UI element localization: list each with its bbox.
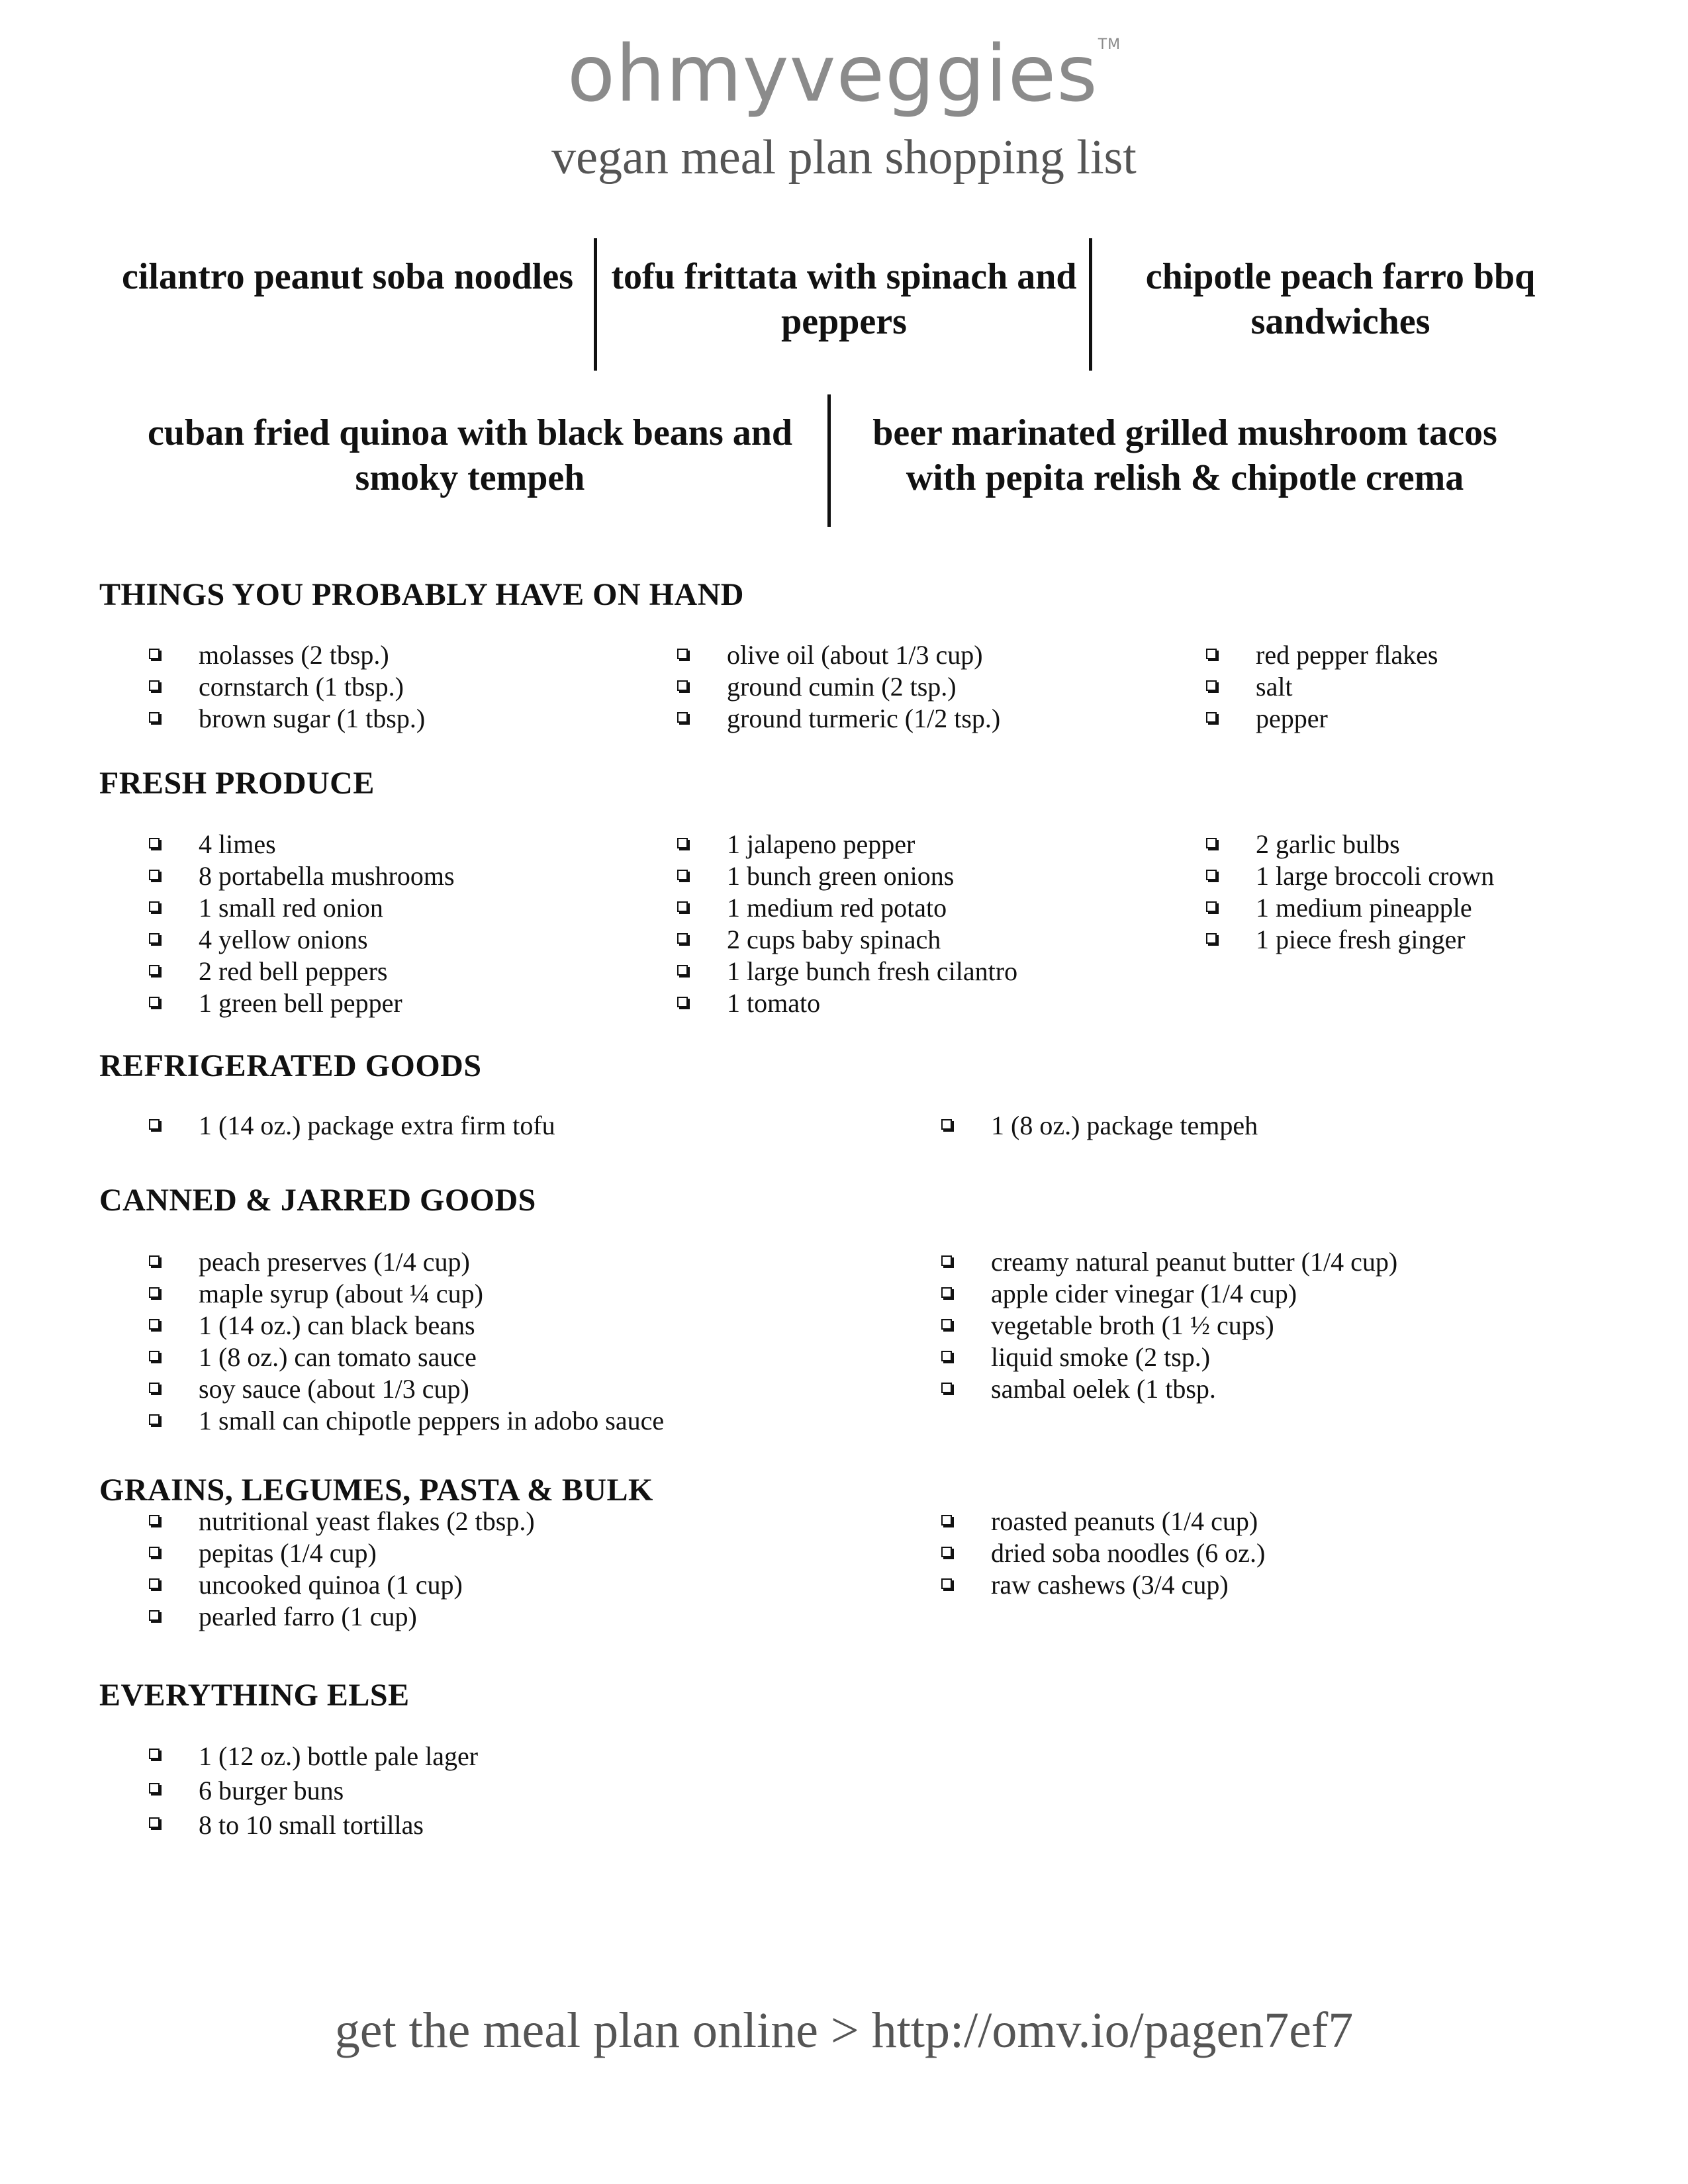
list-item bbox=[677, 671, 1000, 703]
checkbox-icon[interactable] bbox=[941, 1319, 952, 1330]
section-heading-grains: GRAINS, LEGUMES, PASTA & BULK bbox=[99, 1473, 653, 1508]
logo-trademark: TM bbox=[1098, 36, 1121, 53]
list-item bbox=[149, 703, 425, 735]
item-label: pearled farro (1 cup) bbox=[199, 1602, 417, 1631]
list-item bbox=[149, 1110, 555, 1142]
list-item bbox=[677, 924, 1017, 956]
on-hand-list-col2 bbox=[677, 639, 1000, 735]
item-label: brown sugar (1 tbsp.) bbox=[199, 704, 426, 733]
logo-text: ohmyveggies bbox=[567, 28, 1098, 119]
checkbox-icon[interactable] bbox=[677, 870, 688, 880]
item-label: raw cashews (3/4 cup) bbox=[991, 1570, 1229, 1600]
checkbox-icon[interactable] bbox=[149, 1610, 160, 1621]
refrigerated-list-col1 bbox=[149, 1110, 555, 1142]
section-heading-on-hand: THINGS YOU PROBABLY HAVE ON HAND bbox=[99, 577, 744, 612]
item-label: creamy natural peanut butter (1/4 cup) bbox=[991, 1247, 1398, 1277]
list-item bbox=[149, 1278, 664, 1310]
item-label: 1 tomato bbox=[727, 988, 821, 1018]
item-label: liquid smoke (2 tsp.) bbox=[991, 1342, 1211, 1372]
item-label: 1 (14 oz.) package extra firm tofu bbox=[199, 1111, 555, 1140]
item-label: 1 (8 oz.) can tomato sauce bbox=[199, 1342, 477, 1372]
list-item bbox=[677, 892, 1017, 924]
recipe-title-3: chipotle peach farro bbq sandwiches bbox=[1145, 256, 1536, 342]
checkbox-icon[interactable] bbox=[677, 838, 688, 848]
item-label: 1 (14 oz.) can black beans bbox=[199, 1310, 475, 1340]
item-label: 1 medium pineapple bbox=[1256, 893, 1472, 923]
list-item bbox=[149, 639, 425, 671]
item-label: 2 cups baby spinach bbox=[727, 925, 941, 954]
checkbox-icon[interactable] bbox=[1206, 838, 1217, 848]
checkbox-icon[interactable] bbox=[1206, 901, 1217, 912]
item-label: dried soba noodles (6 oz.) bbox=[991, 1538, 1266, 1568]
list-item bbox=[149, 1405, 664, 1437]
item-label: 1 small can chipotle peppers in adobo sauce bbox=[199, 1406, 665, 1435]
item-label: 1 (12 oz.) bottle pale lager bbox=[199, 1741, 479, 1771]
recipe-divider bbox=[1089, 238, 1092, 371]
recipe-title-4: cuban fried quinoa with black beans and smoky tempeh bbox=[147, 412, 793, 498]
recipe-divider bbox=[594, 238, 597, 371]
item-label: 8 to 10 small tortillas bbox=[199, 1810, 424, 1840]
item-label: 1 small red onion bbox=[199, 893, 383, 923]
list-item bbox=[941, 1278, 1397, 1310]
item-label: 6 burger buns bbox=[199, 1776, 344, 1805]
checkbox-icon[interactable] bbox=[149, 1817, 160, 1828]
checkbox-icon[interactable] bbox=[1206, 712, 1217, 723]
list-item bbox=[941, 1110, 1258, 1142]
list-item bbox=[941, 1506, 1265, 1537]
list-item bbox=[149, 1537, 535, 1569]
recipe-title-5: beer marinated grilled mushroom tacos with pepita relish & chipotle crema bbox=[872, 412, 1497, 498]
section-heading-produce: FRESH PRODUCE bbox=[99, 766, 375, 801]
item-label: nutritional yeast flakes (2 tbsp.) bbox=[199, 1506, 535, 1536]
checkbox-icon[interactable] bbox=[149, 1255, 160, 1266]
item-label: 1 (8 oz.) package tempeh bbox=[991, 1111, 1258, 1140]
list-item bbox=[677, 956, 1017, 987]
checkbox-icon[interactable] bbox=[149, 933, 160, 944]
item-label: 1 medium red potato bbox=[727, 893, 947, 923]
grains-list-col2 bbox=[941, 1506, 1265, 1601]
grains-list-col1 bbox=[149, 1506, 535, 1633]
checkbox-icon[interactable] bbox=[149, 1749, 160, 1759]
checkbox-icon[interactable] bbox=[1206, 649, 1217, 659]
checkbox-icon[interactable] bbox=[677, 649, 688, 659]
checkbox-icon[interactable] bbox=[149, 1319, 160, 1330]
item-label: 1 large broccoli crown bbox=[1256, 861, 1495, 891]
item-label: 2 garlic bulbs bbox=[1256, 829, 1400, 859]
list-item bbox=[149, 1310, 664, 1342]
checkbox-icon[interactable] bbox=[149, 901, 160, 912]
item-label: 1 piece fresh ginger bbox=[1256, 925, 1466, 954]
list-item bbox=[149, 924, 455, 956]
list-item bbox=[1206, 892, 1494, 924]
list-item bbox=[677, 639, 1000, 671]
recipe-title-1: cilantro peanut soba noodles bbox=[122, 256, 573, 297]
checkbox-icon[interactable] bbox=[941, 1515, 952, 1525]
recipe-row-1 bbox=[99, 254, 1589, 387]
item-label: 8 portabella mushrooms bbox=[199, 861, 455, 891]
checkbox-icon[interactable] bbox=[149, 870, 160, 880]
brand-logo bbox=[0, 28, 1688, 119]
list-item bbox=[149, 987, 455, 1019]
item-label: 1 green bell pepper bbox=[199, 988, 402, 1018]
list-item bbox=[149, 1342, 664, 1373]
list-item bbox=[677, 829, 1017, 860]
list-item bbox=[941, 1537, 1265, 1569]
on-hand-list-col3 bbox=[1206, 639, 1438, 735]
checkbox-icon[interactable] bbox=[149, 1783, 160, 1794]
checkbox-icon[interactable] bbox=[941, 1351, 952, 1361]
checkbox-icon[interactable] bbox=[149, 1383, 160, 1393]
item-label: red pepper flakes bbox=[1256, 640, 1438, 670]
checkbox-icon[interactable] bbox=[149, 1578, 160, 1589]
item-label: molasses (2 tbsp.) bbox=[199, 640, 389, 670]
item-label: 4 yellow onions bbox=[199, 925, 368, 954]
list-item bbox=[149, 1569, 535, 1601]
checkbox-icon[interactable] bbox=[677, 997, 688, 1007]
section-heading-refrigerated: REFRIGERATED GOODS bbox=[99, 1048, 482, 1083]
checkbox-icon[interactable] bbox=[149, 1119, 160, 1130]
list-item bbox=[1206, 671, 1438, 703]
produce-list-col1 bbox=[149, 829, 455, 1019]
list-item bbox=[941, 1569, 1265, 1601]
on-hand-list-col1 bbox=[149, 639, 425, 735]
checkbox-icon[interactable] bbox=[941, 1383, 952, 1393]
list-item bbox=[941, 1310, 1397, 1342]
list-item bbox=[677, 703, 1000, 735]
recipe-title-2: tofu frittata with spinach and peppers bbox=[611, 256, 1077, 342]
checkbox-icon[interactable] bbox=[941, 1547, 952, 1557]
checkbox-icon[interactable] bbox=[1206, 933, 1217, 944]
page-title: vegan meal plan shopping list bbox=[551, 130, 1137, 185]
item-label: pepitas (1/4 cup) bbox=[199, 1538, 377, 1568]
list-item bbox=[677, 860, 1017, 892]
checkbox-icon[interactable] bbox=[677, 965, 688, 976]
list-item bbox=[941, 1342, 1397, 1373]
list-item bbox=[149, 956, 455, 987]
canned-list-col2 bbox=[941, 1246, 1397, 1405]
list-item bbox=[149, 1739, 478, 1774]
item-label: sambal oelek (1 tbsp. bbox=[991, 1374, 1216, 1404]
checkbox-icon[interactable] bbox=[941, 1578, 952, 1589]
list-item bbox=[149, 829, 455, 860]
list-item bbox=[149, 1774, 478, 1808]
list-item bbox=[1206, 924, 1494, 956]
checkbox-icon[interactable] bbox=[149, 1414, 160, 1425]
list-item bbox=[149, 860, 455, 892]
produce-list-col3 bbox=[1206, 829, 1494, 956]
list-item bbox=[149, 1601, 535, 1633]
item-label: ground turmeric (1/2 tsp.) bbox=[727, 704, 1001, 733]
item-label: peach preserves (1/4 cup) bbox=[199, 1247, 470, 1277]
list-item bbox=[149, 1246, 664, 1278]
checkbox-icon[interactable] bbox=[149, 1287, 160, 1298]
item-label: apple cider vinegar (1/4 cup) bbox=[991, 1279, 1297, 1308]
list-item bbox=[677, 987, 1017, 1019]
item-label: 2 red bell peppers bbox=[199, 956, 388, 986]
item-label: maple syrup (about ¼ cup) bbox=[199, 1279, 483, 1308]
item-label: roasted peanuts (1/4 cup) bbox=[991, 1506, 1258, 1536]
item-label: ground cumin (2 tsp.) bbox=[727, 672, 957, 702]
item-label: soy sauce (about 1/3 cup) bbox=[199, 1374, 469, 1404]
checkbox-icon[interactable] bbox=[149, 712, 160, 723]
checkbox-icon[interactable] bbox=[677, 680, 688, 691]
checkbox-icon[interactable] bbox=[941, 1255, 952, 1266]
item-label: 1 jalapeno pepper bbox=[727, 829, 915, 859]
item-label: 4 limes bbox=[199, 829, 276, 859]
item-label: 1 large bunch fresh cilantro bbox=[727, 956, 1018, 986]
checkbox-icon[interactable] bbox=[149, 838, 160, 848]
refrigerated-list-col2 bbox=[941, 1110, 1258, 1142]
list-item bbox=[149, 1808, 478, 1843]
list-item bbox=[1206, 829, 1494, 860]
checkbox-icon[interactable] bbox=[677, 933, 688, 944]
list-item bbox=[149, 671, 425, 703]
checkbox-icon[interactable] bbox=[1206, 680, 1217, 691]
item-label: olive oil (about 1/3 cup) bbox=[727, 640, 983, 670]
checkbox-icon[interactable] bbox=[677, 901, 688, 912]
recipe-divider bbox=[827, 394, 831, 527]
section-heading-everything-else: EVERYTHING ELSE bbox=[99, 1678, 410, 1713]
checkbox-icon[interactable] bbox=[149, 1351, 160, 1361]
item-label: uncooked quinoa (1 cup) bbox=[199, 1570, 463, 1600]
item-label: cornstarch (1 tbsp.) bbox=[199, 672, 404, 702]
footer-link-text: get the meal plan online > http://omv.io/pagen7ef7 bbox=[334, 2003, 1354, 2058]
checkbox-icon[interactable] bbox=[149, 1515, 160, 1525]
list-item bbox=[149, 1506, 535, 1537]
everything-else-list-col1 bbox=[149, 1739, 478, 1843]
item-label: 1 bunch green onions bbox=[727, 861, 955, 891]
item-label: vegetable broth (1 ½ cups) bbox=[991, 1310, 1274, 1340]
checkbox-icon[interactable] bbox=[941, 1119, 952, 1130]
checkbox-icon[interactable] bbox=[149, 649, 160, 659]
list-item bbox=[1206, 639, 1438, 671]
checkbox-icon[interactable] bbox=[1206, 870, 1217, 880]
checkbox-icon[interactable] bbox=[149, 680, 160, 691]
produce-list-col2 bbox=[677, 829, 1017, 1019]
checkbox-icon[interactable] bbox=[149, 965, 160, 976]
list-item bbox=[149, 1373, 664, 1405]
list-item bbox=[941, 1246, 1397, 1278]
canned-list-col1 bbox=[149, 1246, 664, 1437]
item-label: pepper bbox=[1256, 704, 1328, 733]
checkbox-icon[interactable] bbox=[149, 997, 160, 1007]
checkbox-icon[interactable] bbox=[149, 1547, 160, 1557]
checkbox-icon[interactable] bbox=[941, 1287, 952, 1298]
list-item bbox=[1206, 860, 1494, 892]
list-item bbox=[941, 1373, 1397, 1405]
list-item bbox=[1206, 703, 1438, 735]
section-heading-canned: CANNED & JARRED GOODS bbox=[99, 1183, 536, 1218]
list-item bbox=[149, 892, 455, 924]
checkbox-icon[interactable] bbox=[677, 712, 688, 723]
item-label: salt bbox=[1256, 672, 1293, 702]
